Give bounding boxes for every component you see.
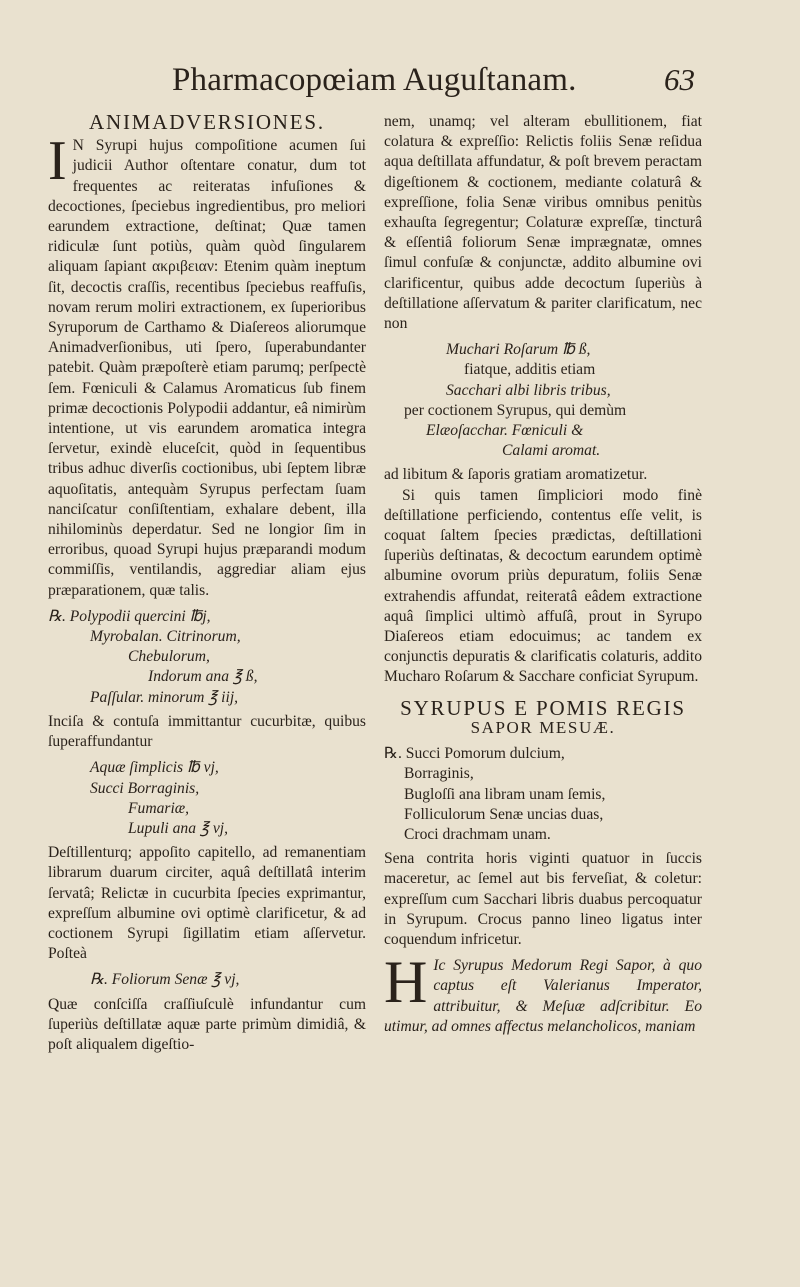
recipe-line: Folliculorum Senæ uncias duas, [404, 805, 604, 823]
recipe-line: ℞. Foliorum Senæ ℥ vj, [90, 971, 240, 989]
recipe-block [384, 340, 702, 461]
drop-initial: H [384, 949, 428, 1016]
closing-paragraph [384, 949, 702, 1037]
recipe-line: Succi Borraginis, [90, 779, 200, 797]
recipe-line: Lupuli ana ℥ vj, [128, 819, 228, 837]
recipe-line: Sacchari albi libris tribus, [446, 381, 611, 399]
paragraph: Quæ conſciſſa craſſiuſculè infundantur cum ſuperiùs deſtillatæ aquæ parte primùm dimidiâ, & poſt aliqualem digeſtio- [48, 995, 366, 1053]
recipe-line: Indorum ana ℥ ß, [148, 668, 258, 686]
recipe-block [48, 607, 366, 708]
intro-text: N Syrupi hujus compoſitione acumen ſui judicii Author oſtentare conatur, dum tot frequentes ac reiteratas infuſiones & decoctiones, ſpeciebus ingredientibus, pro meliori earundem extractione, deſtinat; Quæ tamen ridiculæ ſunt potiùs, quàm quòd ſingularem aliquam ſapiant ακριβειαν: Etenim quàm ineptum ſit, decoctis craſſis, recentibus ſpeciebus reaffuſis, novam rerum moliri extractionem, ex ſuperioribus Syruporum de Carthamo & Diaſereos aliorumque Animadverſionibus, uti ſpero, ſuperabundanter patebit. Quàm præpoſterè etiam parumq; perſpectè ſem. Fœniculi & Calamus Aromaticus ſub finem primæ decoctionis Polypodii addantur, eâ nimirùm intentione, ut vis earundem aromatica integra ſervetur, exindè eluceſcit, quòd in ſequentibus tribus adhuc diverſis coctionibus, ubi ſeptem libræ aquoſitatis, antequàm Syrupus perfectam ſuam nanciſcatur conſiſtentiam, exhalare debent, illa nihilominùs deperdatur. Sed ne longior ſim in erroribus, quoad Syrupi hujus præparandi modum commiſſis, ventilandis, aggrediar aliam ejus præparationem, quæ talis. [48, 137, 366, 599]
drop-initial: I [48, 130, 67, 193]
recipe-line: Myrobalan. Citrinorum, [90, 628, 241, 646]
paragraph: Deſtillenturq; appoſito capitello, ad remanentiam librarum duarum circiter, aquâ deſtillatâ interim ſervatâ; Relictæ in cucurbita ſpecies exprimantur, expreſſum albumine ovi optimè clarificetur, & ad coctionem Syrupi ſigillatim etiam aſſervetur. Poſteà [48, 844, 366, 963]
recipe-block [48, 970, 366, 990]
paragraph: nem, unamq; vel alteram ebullitionem, fiat colatura & expreſſio: Relictis foliis Senæ reſidua aqua deſtillata affundatur, & poſt brevem peractam digeſtionem & coctionem, mediante colaturâ & expreſſione, folia Senæ viribus omnibus penitùs exhauſta ſegregentur; Colaturæ expreſſæ, tincturâ & eſſentiâ foliorum Senæ imprægnatæ, omnes ſimul confuſæ & conjunctæ, addito albumine ovi clarificentur, quibus adde decoctum ſuperiùs à deſtillatione aſſervatum & pariter clarificatum, nec non [384, 113, 702, 333]
recipe-line: ℞. Succi Pomorum dulcium, [384, 745, 565, 763]
recipe-block [48, 758, 366, 839]
recipe-line: Muchari Roſarum ℔ ß, [446, 341, 591, 359]
recipe-line: Borraginis, [404, 765, 474, 783]
recipe-line: Aquæ ſimplicis ℔ vj, [90, 759, 219, 777]
recipe-line: Fumariæ, [128, 799, 190, 817]
closing-text: Ic Syrupus Medorum Regi Sapor, à quo captus eſt Valerianus Imperator, attribuitur, & Meſuæ adſcribitur. Eo utimur, ad omnes affectus melancholicos, maniam [384, 957, 702, 1035]
section-heading: SYRUPUS E POMIS REGIS [400, 695, 686, 720]
recipe-line: Croci drachmam unam. [404, 825, 551, 843]
recipe-line: Bugloſſi ana libram unam ſemis, [404, 785, 606, 803]
recipe-block [384, 744, 702, 845]
recipe-line: Calami aromat. [502, 442, 601, 460]
section-subheading: SAPOR MESUÆ. [470, 717, 616, 737]
running-title: Pharmacopœiam Auguſtanam. [172, 62, 577, 98]
right-column [384, 112, 702, 1037]
recipe-line: fiatque, additis etiam [464, 361, 596, 379]
recipe-line: per coctionem Syrupus, qui demùm [404, 401, 627, 419]
recipe-line: ℞. Polypodii quercini ℔j, [48, 607, 211, 625]
recipe-line: Paſſular. minorum ℥ iij, [90, 688, 239, 706]
paragraph: Si quis tamen ſimpliciori modo finè deſtillatione perficiendo, contentus eſſe velit, is coquat ſaltem ſpecies prædictas, deſtillationi ſuperiùs deſtinatas, & decoctum earundem optimè albumine ovorum priùs depuratum, foliis Senæ extrahendis affundat, reiteratâ eâdem extractione aquâ ſimplici ultimò affuſâ, prout in Syrupo Diaſereos etiam edocuimus; ac tandem ex conjunctis depuratis & clarificatis colaturis, addito Mucharo Roſarum & Sacchare conficiat Syrupum. [384, 486, 702, 686]
section-heading: ANIMADVERSIONES. [89, 110, 325, 134]
recipe-line: Elæoſacchar. Fœniculi & [426, 422, 584, 440]
recipe-line: Chebulorum, [128, 648, 210, 666]
intro-paragraph [48, 130, 366, 601]
left-column [48, 112, 366, 1055]
paragraph: Inciſa & contuſa immittantur cucurbitæ, quibus ſuperaffundantur [48, 712, 366, 751]
page-number: 63 [664, 62, 695, 97]
paragraph: ad libitum & ſaporis gratiam aromatizetur. [384, 466, 648, 484]
paragraph: Sena contrita horis viginti quatuor in ſuccis maceretur, ac ſemel aut bis ferveſiat, & coletur: expreſſum cum Sacchari libris duabus percoquatur in Syrupum. Crocus panno lineo ligatus inter coquendum infricetur. [384, 850, 702, 948]
